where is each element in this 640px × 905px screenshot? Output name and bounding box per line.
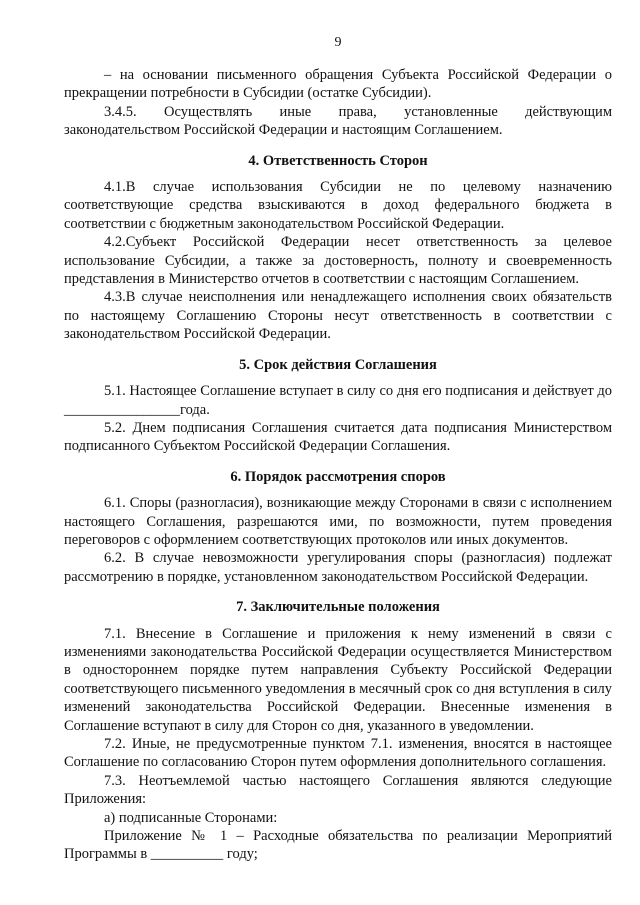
paragraph-5-1: 5.1. Настоящее Соглашение вступает в силу со дня его подписания и действует до ________________года. [64, 383, 612, 418]
paragraph-appendix-1: Приложение № 1 – Расходные обязательства по реализации Мероприятий Программы в __________ году; [64, 828, 612, 863]
paragraph-4-2: 4.2.Субъект Российской Федерации несет ответственность за целевое использование Субсидии, а также за достоверность, полноту и своевременность представления в Министерство отчетов в соответствии с настоящим Соглашением. [64, 234, 612, 288]
paragraph-4-1: 4.1.В случае использования Субсидии не по целевому назначению соответствующие средства взыскиваются в доход федерального бюджета в соответствии с бюджетным законодательством Российской Федерации. [64, 179, 612, 232]
section-4-heading: 4. Ответственность Сторон [248, 152, 428, 169]
section-5-heading: 5. Срок действия Соглашения [239, 356, 437, 373]
paragraph-7-3: 7.3. Неотъемлемой частью настоящего Соглашения являются следующие Приложения: [64, 772, 612, 808]
section-7 [64, 598, 612, 864]
paragraph-4-3: 4.3.В случае неисполнения или ненадлежащего исполнения своих обязательств по настоящему Соглашению Стороны несут ответственность в соответствии с законодательством Российской Федерации. [64, 289, 612, 343]
page-number: 9 [334, 35, 342, 50]
paragraph-6-1: 6.1. Споры (разногласия), возникающие между Сторонами в связи с исполнением настоящего Соглашения, разрешаются ими, по возможности, путем проведения переговоров с оформлением соответствующих протоколов или иных документов. [64, 495, 612, 548]
section-4 [64, 152, 612, 344]
section-7-heading: 7. Заключительные положения [236, 599, 440, 616]
paragraph-5-2: 5.2. Днем подписания Соглашения считается дата подписания Министерством подписанного Субъектом Российской Федерации Соглашения. [64, 419, 612, 455]
paragraph-6-2: 6.2. В случае невозможности урегулирования споры (разногласия) подлежат рассмотрению в порядке, установленном законодательством Российской Федерации. [64, 550, 612, 585]
paragraph-7-2: 7.2. Иные, не предусмотренные пунктом 7.1. изменения, вносятся в настоящее Соглашение по согласованию Сторон путем оформления дополнительного соглашения. [64, 736, 612, 771]
section-5 [64, 356, 612, 456]
section-6 [64, 468, 612, 586]
intro-paragraph-1: – на основании письменного обращения Субъекта Российской Федерации о прекращении потребности в Субсидии (остатке Субсидии). [64, 67, 612, 102]
intro-paragraph-2: 3.4.5. Осуществлять иные права, установленные действующим законодательством Российской Федерации и настоящим Соглашением. [64, 103, 612, 139]
section-6-heading: 6. Порядок рассмотрения споров [230, 468, 446, 485]
paragraph-7-3-a: а) подписанные Сторонами: [104, 809, 278, 826]
paragraph-7-1: 7.1. Внесение в Соглашение и приложения к нему изменений в связи с изменениями законодательства Российской Федерации осуществляется Министерством в одностороннем порядке путем направления Субъекту Российской Федерации соответствующего письменного уведомления в месячный срок со дня вступления в силу изменений законодательства Российской Федерации. Внесенные изменения в Соглашение вступают в силу для Сторон со дня, указанного в уведомлении. [64, 625, 612, 734]
intro-block [64, 66, 612, 140]
document-page [64, 34, 612, 864]
